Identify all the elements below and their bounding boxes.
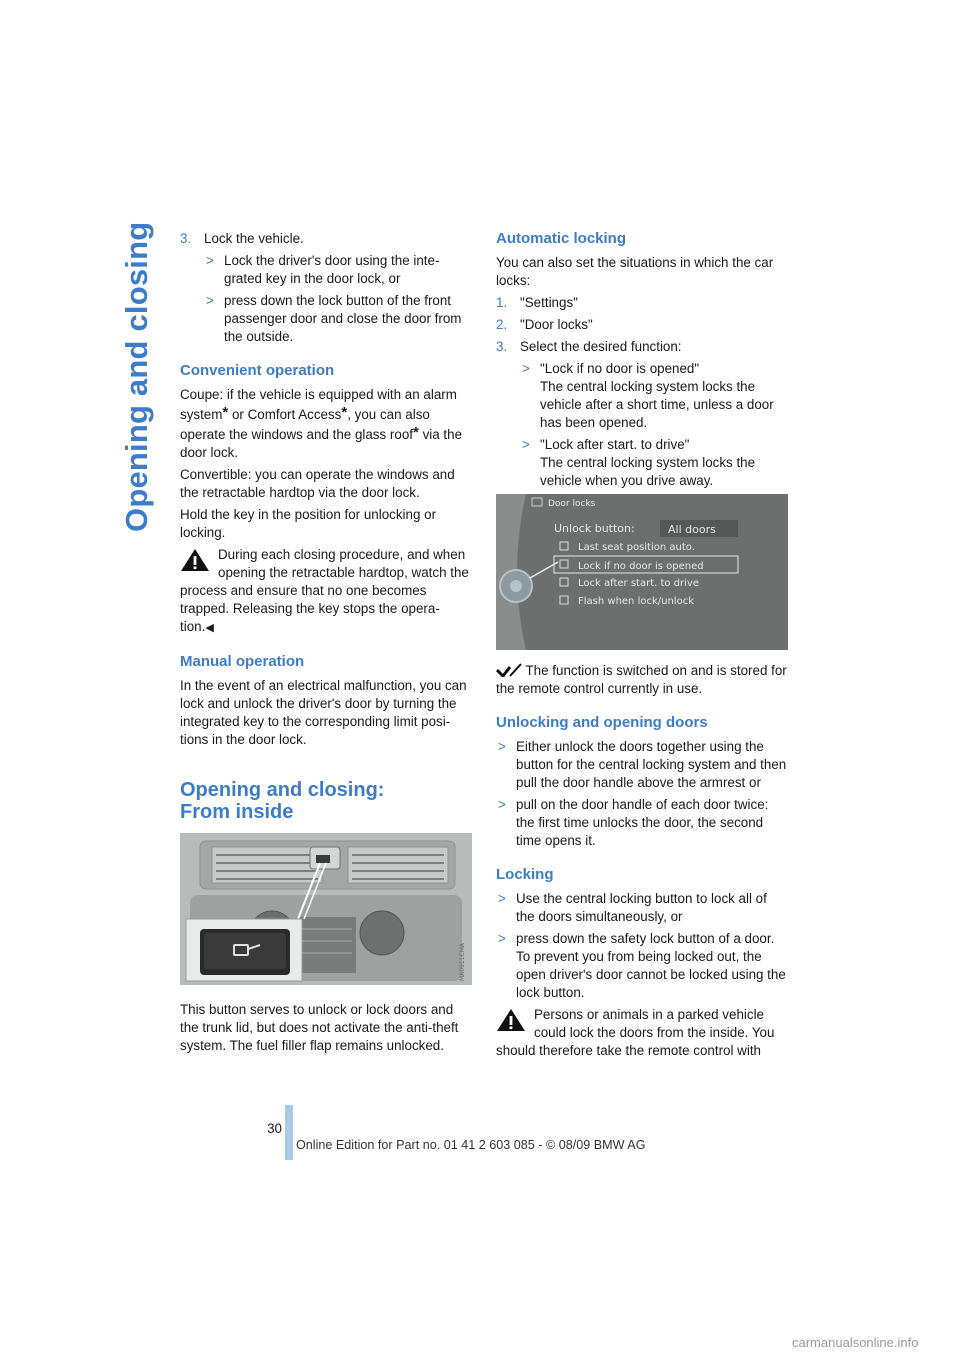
bullet-marker: > — [498, 739, 506, 754]
list-item-text: pull on the door handle of each door twice: the first time unlocks the door, the second time opens it. — [516, 797, 769, 848]
list-item-text — [540, 360, 788, 432]
list-item — [496, 890, 788, 926]
heading-automatic-locking: Automatic locking — [496, 230, 627, 247]
step-2 — [496, 316, 788, 334]
list-item-text: Lock the driver's door using the inte- grated key in the door lock, or — [224, 253, 440, 286]
warning-paragraph — [180, 546, 472, 637]
step-number: 3. — [496, 339, 508, 354]
screen-option: Lock after start. to drive — [578, 578, 699, 589]
door-locks-screen-image — [496, 494, 788, 650]
section-heading — [180, 779, 472, 823]
text: , you can also operate the windows and the glass roof — [180, 407, 430, 442]
list-item — [204, 252, 472, 288]
screen-option: Flash when lock/unlock — [578, 596, 694, 607]
optional-equipment-star: * — [222, 404, 229, 421]
right-column — [496, 230, 788, 1064]
screen-option: Last seat position auto. — [578, 542, 695, 553]
step-text: Lock the vehicle. — [204, 231, 304, 246]
list-item — [204, 292, 472, 346]
heading-convenient-operation: Convenient operation — [180, 362, 335, 379]
text: Coupe: if the vehicle is equipped with an alarm system — [180, 387, 457, 422]
convertible-paragraph: Convertible: you can operate the windows and the retractable hardtop via the door lock. — [180, 467, 455, 500]
function-title: "Lock after start. to drive" — [540, 437, 690, 452]
screen-unlock-value: All doors — [668, 523, 716, 536]
coupe-paragraph — [180, 386, 472, 462]
step-1 — [496, 294, 788, 312]
optional-equipment-star: * — [341, 404, 348, 421]
center-console-image — [180, 833, 472, 985]
left-column — [180, 230, 472, 1059]
list-item-text — [540, 436, 788, 490]
warning-triangle-icon — [496, 1008, 526, 1032]
step-number: 2. — [496, 317, 508, 332]
idrive-screen-illustration — [496, 494, 788, 650]
hold-key-paragraph: Hold the key in the position for unlocking or locking. — [180, 507, 437, 540]
list-item-text: Either unlock the doors together using the button for the central locking system and then pull the door handle above the armrest or — [516, 739, 787, 790]
bullet-marker: > — [206, 253, 214, 268]
warning-text: Persons or animals in a parked vehicle could lock the doors from the inside. You should therefore take the remote control with — [496, 1007, 775, 1058]
step-3 — [496, 338, 788, 356]
bullet-marker: > — [206, 293, 214, 308]
warning-paragraph — [496, 1006, 788, 1060]
page-number: 30 — [267, 1121, 282, 1136]
footer-bar — [285, 1105, 293, 1160]
list-item — [520, 436, 788, 490]
checkmark-icon — [496, 663, 522, 677]
warning-triangle-icon — [180, 548, 210, 572]
image-code: MA0911CMA — [459, 942, 466, 981]
list-item — [496, 796, 788, 850]
watermark: carmanualsonline.info — [792, 1335, 919, 1350]
warning-text: During each closing procedure, and when opening the retractable hardtop, watch the process and ensure that no one becomes trapped. Releasing the key stops the opera- tion. — [180, 547, 469, 634]
optional-equipment-star: * — [413, 424, 419, 441]
auto-intro: You can also set the situations in which the car locks: — [496, 255, 774, 288]
dashboard-illustration — [180, 833, 472, 985]
chapter-side-title: Opening and closing — [119, 221, 154, 532]
list-item — [496, 930, 788, 1002]
switched-on-paragraph — [496, 662, 788, 698]
list-item-text: press down the safety lock button of a door. To prevent you from being locked out, the open driver's door cannot be locked using the lock button. — [516, 931, 786, 1000]
manual-paragraph: In the event of an electrical malfunction, you can lock and unlock the driver's door by turning the integrated key to the corresponding limit posi- tions in the door lock. — [180, 678, 467, 747]
list-item — [520, 360, 788, 432]
step-text: Select the desired function: — [520, 339, 682, 354]
text: or Comfort Access — [228, 407, 342, 422]
bullet-marker: > — [522, 361, 530, 376]
heading-unlocking: Unlocking and opening doors — [496, 714, 708, 731]
bullet-marker: > — [522, 437, 530, 452]
switched-on-text: The function is switched on and is stored for the remote control currently in use. — [496, 663, 787, 696]
text: via the door lock. — [180, 427, 463, 460]
bullet-marker: > — [498, 797, 506, 812]
heading-manual-operation: Manual operation — [180, 653, 305, 670]
section-heading-line: From inside — [180, 801, 294, 823]
list-item — [496, 738, 788, 792]
function-desc: The central locking system locks the vehicle after a short time, unless a door has been opened. — [540, 379, 774, 430]
step-number: 1. — [496, 295, 508, 310]
bullet-marker: > — [498, 931, 506, 946]
step-number: 3. — [180, 231, 192, 246]
button-description: This button serves to unlock or lock doors and the trunk lid, but does not activate the anti-theft system. The fuel filler flap remains unlocked. — [180, 1002, 459, 1053]
list-item-text: Use the central locking button to lock all of the doors simultaneously, or — [516, 891, 767, 924]
function-desc: The central locking system locks the vehicle when you drive away. — [540, 455, 756, 488]
footer-edition: Online Edition for Part no. 01 41 2 603 085 - © 08/09 BMW AG — [296, 1138, 646, 1152]
step-text: "Door locks" — [520, 317, 593, 332]
screen-option: Lock if no door is opened — [578, 561, 704, 572]
step-text: "Settings" — [520, 295, 578, 310]
step-3 — [180, 230, 472, 248]
function-title: "Lock if no door is opened" — [540, 361, 700, 376]
screen-title: Door locks — [548, 499, 596, 509]
bullet-marker: > — [498, 891, 506, 906]
heading-locking: Locking — [496, 866, 554, 883]
end-mark: ◀ — [205, 622, 214, 634]
section-heading-line: Opening and closing: — [180, 779, 385, 801]
list-item-text: press down the lock button of the front passenger door and close the door from the outside. — [224, 293, 462, 344]
screen-unlock-label: Unlock button: — [554, 522, 635, 535]
